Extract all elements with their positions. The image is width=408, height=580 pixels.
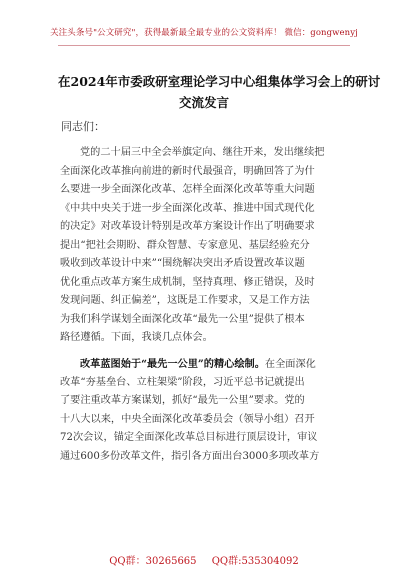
para1-line: 全面深化改革推向前进的新时代最强音，明确回答了为什 (60, 165, 315, 177)
para2-line: 72次会议，锚定全面深化改革总目标进行顶层设计，审议 (60, 432, 318, 443)
para1-line: 发现问题、纠正偏差”，这既是工作要求，又是工作方法 (60, 295, 310, 306)
para1-line: 吸收到改革设计中来”“围绕解决突出矛盾设置改革议题 (60, 258, 305, 269)
document-title-line-1: 在2024年市委政研室理论学习中心组集体学习会上的研讨 (58, 74, 381, 89)
para1-line: 党的二十届三中全会举旗定向、继往开来，发出继续把 (80, 147, 325, 158)
paragraph-2 (60, 355, 350, 466)
footer (0, 552, 408, 567)
para2-line: 十八大以来，中央全面深化改革委员会（领导小组）召开 (60, 413, 315, 425)
para2-line: 改革“夯基垒台、立柱架梁”阶段，习近平总书记就提出 (60, 376, 305, 388)
header-banner-text: 关注头条号"公文研究"，获得最新最全最专业的公文资料库！ 微信：gongwenyj (50, 28, 358, 38)
para1-line: 《中共中央关于进一步全面深化改革、推进中国式现代化 (60, 202, 315, 214)
document-title-line-2: 交流发言 (178, 95, 229, 110)
para1-line: 路径遵循。下面，我谈几点体会。 (60, 332, 213, 343)
paragraph-2-heading: 改革蓝图始于“最先一公里”的精心绘制。 (80, 358, 265, 370)
para1-line: 优化重点改革方案生成机制，坚持真理、修正错误，及时 (60, 276, 315, 288)
paragraph-1 (60, 144, 350, 348)
para1-line: 么要进一步全面深化改革、怎样全面深化改革等重大问题 (60, 184, 315, 195)
header-divider (58, 45, 350, 46)
header-banner (0, 26, 408, 38)
para1-line: 提出“把社会期盼、群众智慧、专家意见、基层经验充分 (60, 239, 310, 251)
para2-line: 通过600多份改革文件，指引各方面出台3000多项改革方 (60, 450, 320, 462)
para1-line: 为我们科学谋划全面深化改革“最先一公里”提供了根本 (60, 313, 305, 325)
paragraph-2-first-line-rest: 在全面深化 (264, 359, 316, 370)
greeting: 同志们： (61, 120, 105, 133)
footer-qq-group-1: QQ群：30265665 (109, 556, 197, 567)
footer-qq-group-2: QQ群:535304092 (211, 556, 299, 567)
para2-line: 了要注重改革方案谋划，抓好“最先一公里”要求。党的 (60, 395, 305, 406)
para1-line: 的决定》对改革设计特别是改革方案设计作出了明确要求 (60, 221, 315, 232)
